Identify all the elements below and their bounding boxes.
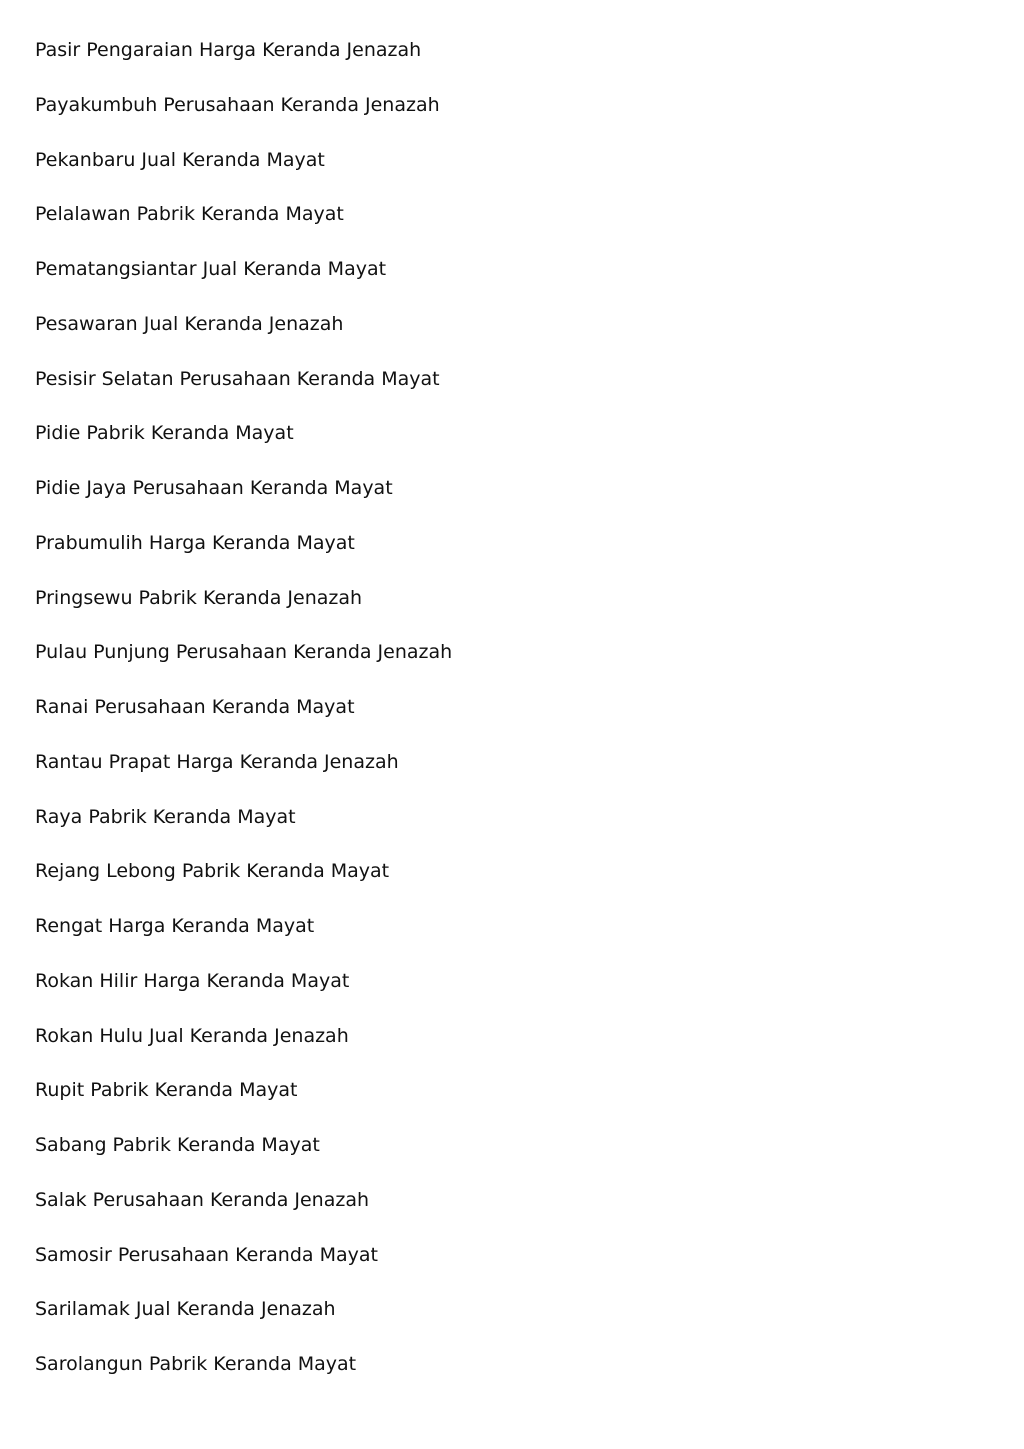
list-item-link[interactable]: Raya Pabrik Keranda Mayat bbox=[35, 805, 296, 828]
list-item bbox=[35, 35, 452, 90]
list-item-link[interactable]: Pidie Pabrik Keranda Mayat bbox=[35, 422, 294, 445]
list-item-link[interactable]: Pidie Jaya Perusahaan Keranda Mayat bbox=[35, 477, 393, 499]
list-item-link[interactable]: Sarilamak Jual Keranda Jenazah bbox=[35, 1298, 336, 1321]
list-item-link[interactable]: Samosir Perusahaan Keranda Mayat bbox=[35, 1243, 378, 1266]
list-item-link[interactable]: Pasir Pengaraian Harga Keranda Jenazah bbox=[35, 39, 422, 61]
list-item bbox=[35, 802, 452, 857]
list-item-link[interactable]: Pematangsiantar Jual Keranda Mayat bbox=[35, 258, 387, 280]
list-item bbox=[35, 692, 452, 747]
list-item-link[interactable]: Rantau Prapat Harga Keranda Jenazah bbox=[35, 750, 399, 773]
list-item-link[interactable]: Rokan Hilir Harga Keranda Mayat bbox=[35, 969, 350, 992]
list-item bbox=[35, 1349, 452, 1404]
list-item-link[interactable]: Prabumulih Harga Keranda Mayat bbox=[35, 531, 355, 554]
list-item bbox=[35, 90, 452, 145]
list-item-link[interactable]: Salak Perusahaan Keranda Jenazah bbox=[35, 1188, 370, 1211]
list-item bbox=[35, 747, 452, 802]
list-item bbox=[35, 583, 452, 638]
list-item bbox=[35, 1075, 452, 1130]
list-item-link[interactable]: Pekanbaru Jual Keranda Mayat bbox=[35, 148, 325, 171]
list-item bbox=[35, 145, 452, 200]
list-item-link[interactable]: Pringsewu Pabrik Keranda Jenazah bbox=[35, 586, 363, 609]
list-item bbox=[35, 309, 452, 364]
list-item-link[interactable]: Ranai Perusahaan Keranda Mayat bbox=[35, 696, 355, 718]
list-item bbox=[35, 254, 452, 309]
list-item bbox=[35, 966, 452, 1021]
list-item bbox=[35, 1240, 452, 1295]
list-item bbox=[35, 528, 452, 583]
list-item bbox=[35, 637, 452, 692]
list-item-link[interactable]: Pulau Punjung Perusahaan Keranda Jenazah bbox=[35, 641, 453, 664]
list-item-link[interactable]: Pesawaran Jual Keranda Jenazah bbox=[35, 312, 344, 335]
list-item-link[interactable]: Pelalawan Pabrik Keranda Mayat bbox=[35, 203, 344, 226]
list-item-link[interactable]: Rupit Pabrik Keranda Mayat bbox=[35, 1079, 298, 1102]
list-item bbox=[35, 856, 452, 911]
list-item-link[interactable]: Rengat Harga Keranda Mayat bbox=[35, 915, 315, 937]
list-item bbox=[35, 473, 452, 528]
list-item-link[interactable]: Rokan Hulu Jual Keranda Jenazah bbox=[35, 1024, 349, 1047]
list-item-link[interactable]: Payakumbuh Perusahaan Keranda Jenazah bbox=[35, 93, 440, 116]
list-item bbox=[35, 418, 452, 473]
list-item bbox=[35, 1130, 452, 1185]
list-item-link[interactable]: Rejang Lebong Pabrik Keranda Mayat bbox=[35, 860, 390, 883]
list-item-link[interactable]: Sabang Pabrik Keranda Mayat bbox=[35, 1134, 320, 1156]
list-item bbox=[35, 364, 452, 419]
list-item bbox=[35, 199, 452, 254]
list-item-link[interactable]: Sarolangun Pabrik Keranda Mayat bbox=[35, 1353, 357, 1375]
list-item bbox=[35, 1021, 452, 1076]
list-item bbox=[35, 1185, 452, 1240]
list-item bbox=[35, 1294, 452, 1349]
link-list bbox=[35, 35, 452, 1404]
list-item-link[interactable]: Pesisir Selatan Perusahaan Keranda Mayat bbox=[35, 367, 440, 390]
list-item bbox=[35, 911, 452, 966]
